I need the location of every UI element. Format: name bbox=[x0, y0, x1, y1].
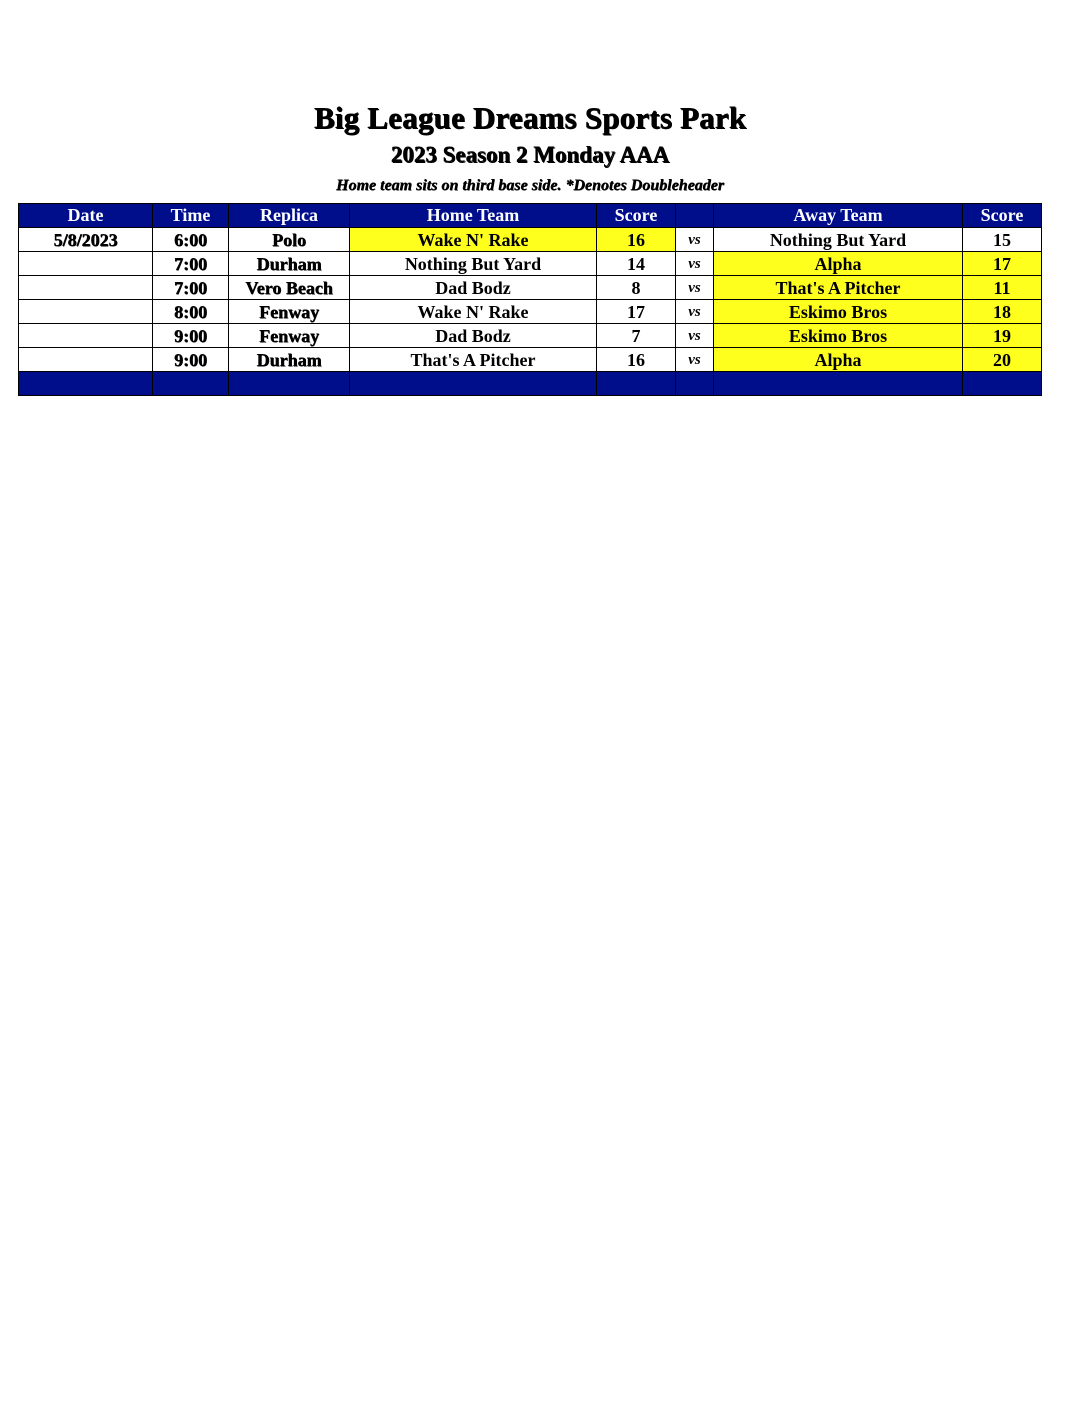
table-row bbox=[19, 276, 1042, 300]
away-team-cell: Eskimo Bros bbox=[714, 300, 963, 324]
vs-cell: vs bbox=[676, 276, 714, 300]
table-row bbox=[19, 348, 1042, 372]
schedule-table bbox=[18, 203, 1042, 396]
away-team-cell: Eskimo Bros bbox=[714, 324, 963, 348]
date-cell: 5/8/2023 bbox=[19, 228, 153, 252]
col-header-replica: Replica bbox=[229, 204, 350, 228]
time-cell: 7:00 bbox=[153, 252, 229, 276]
time-cell: 8:00 bbox=[153, 300, 229, 324]
home-score-cell: 16 bbox=[597, 348, 676, 372]
table-row bbox=[19, 324, 1042, 348]
footer-cell bbox=[963, 372, 1042, 396]
page-subtitle: 2023 Season 2 Monday AAA bbox=[390, 142, 670, 167]
replica-cell: Durham bbox=[229, 348, 350, 372]
home-team-cell: Nothing But Yard bbox=[350, 252, 597, 276]
vs-cell: vs bbox=[676, 324, 714, 348]
replica-cell: Polo bbox=[229, 228, 350, 252]
vs-cell: vs bbox=[676, 252, 714, 276]
home-score-cell: 17 bbox=[597, 300, 676, 324]
date-cell bbox=[19, 276, 153, 300]
time-cell: 9:00 bbox=[153, 348, 229, 372]
date-cell bbox=[19, 348, 153, 372]
away-team-cell: Alpha bbox=[714, 252, 963, 276]
home-score-cell: 16 bbox=[597, 228, 676, 252]
footer-cell bbox=[19, 372, 153, 396]
away-team-cell: Alpha bbox=[714, 348, 963, 372]
replica-cell: Vero Beach bbox=[229, 276, 350, 300]
replica-cell: Fenway bbox=[229, 300, 350, 324]
home-score-cell: 7 bbox=[597, 324, 676, 348]
away-score-cell: 20 bbox=[963, 348, 1042, 372]
col-header-date: Date bbox=[19, 204, 153, 228]
time-cell: 9:00 bbox=[153, 324, 229, 348]
away-team-cell: That's A Pitcher bbox=[714, 276, 963, 300]
table-row bbox=[19, 300, 1042, 324]
away-score-cell: 15 bbox=[963, 228, 1042, 252]
footer-cell bbox=[676, 372, 714, 396]
away-score-cell: 17 bbox=[963, 252, 1042, 276]
footer-cell bbox=[350, 372, 597, 396]
col-header-away-team: Away Team bbox=[714, 204, 963, 228]
col-header-vs bbox=[676, 204, 714, 228]
col-header-time: Time bbox=[153, 204, 229, 228]
away-score-cell: 11 bbox=[963, 276, 1042, 300]
date-cell bbox=[19, 300, 153, 324]
date-cell bbox=[19, 252, 153, 276]
away-score-cell: 18 bbox=[963, 300, 1042, 324]
vs-cell: vs bbox=[676, 300, 714, 324]
footer-cell bbox=[153, 372, 229, 396]
home-team-cell: That's A Pitcher bbox=[350, 348, 597, 372]
table-header-row bbox=[19, 204, 1042, 228]
page-title: Big League Dreams Sports Park bbox=[313, 100, 747, 135]
home-team-cell: Dad Bodz bbox=[350, 276, 597, 300]
away-team-cell: Nothing But Yard bbox=[714, 228, 963, 252]
time-cell: 6:00 bbox=[153, 228, 229, 252]
home-team-cell: Wake N' Rake bbox=[350, 300, 597, 324]
home-score-cell: 8 bbox=[597, 276, 676, 300]
table-footer-row bbox=[19, 372, 1042, 396]
time-cell: 7:00 bbox=[153, 276, 229, 300]
col-header-home-score: Score bbox=[597, 204, 676, 228]
footer-cell bbox=[714, 372, 963, 396]
footer-cell bbox=[229, 372, 350, 396]
footer-cell bbox=[597, 372, 676, 396]
home-team-cell: Dad Bodz bbox=[350, 324, 597, 348]
replica-cell: Durham bbox=[229, 252, 350, 276]
vs-cell: vs bbox=[676, 228, 714, 252]
date-cell bbox=[19, 324, 153, 348]
home-score-cell: 14 bbox=[597, 252, 676, 276]
col-header-home-team: Home Team bbox=[350, 204, 597, 228]
home-team-cell: Wake N' Rake bbox=[350, 228, 597, 252]
away-score-cell: 19 bbox=[963, 324, 1042, 348]
col-header-away-score: Score bbox=[963, 204, 1042, 228]
table-row bbox=[19, 252, 1042, 276]
vs-cell: vs bbox=[676, 348, 714, 372]
schedule-note: Home team sits on third base side. *Denotes Doubleheader bbox=[336, 177, 724, 194]
replica-cell: Fenway bbox=[229, 324, 350, 348]
table-row bbox=[19, 228, 1042, 252]
